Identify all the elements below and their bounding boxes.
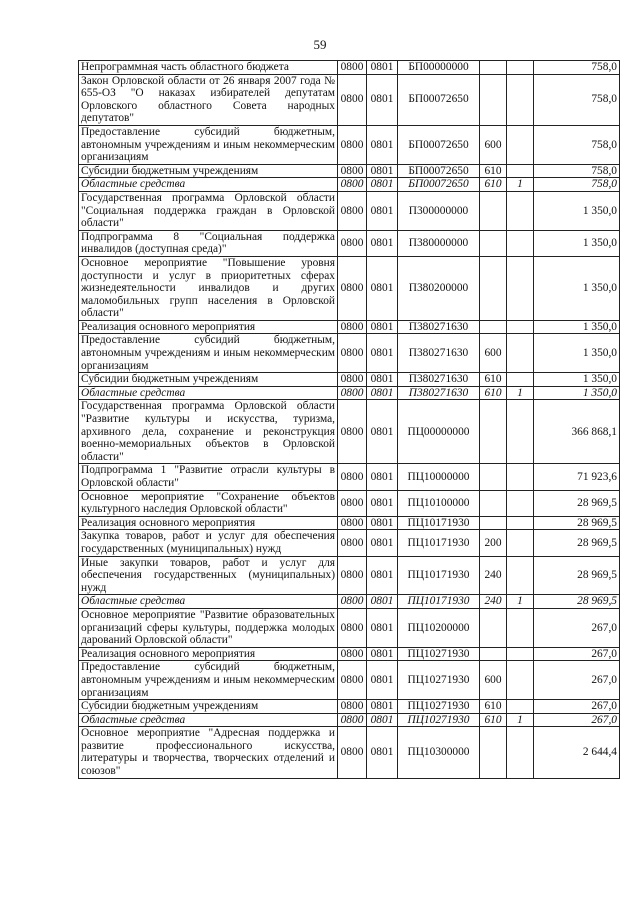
row-expense-type: [480, 256, 507, 320]
row-subsection: 0801: [367, 61, 398, 75]
row-subsection: 0801: [367, 727, 398, 778]
row-section: 0800: [338, 556, 367, 595]
row-target-article: П380271630: [398, 334, 480, 373]
row-target-article: БП00072650: [398, 164, 480, 178]
table-row: [79, 530, 620, 556]
row-funding-source: 1: [507, 595, 534, 609]
row-amount: 267,0: [534, 647, 620, 661]
row-section: 0800: [338, 464, 367, 490]
table-row: [79, 256, 620, 320]
row-name: Субсидии бюджетным учреждениям: [79, 164, 338, 178]
row-name: Государственная программа Орловской области "Развитие культуры и искусства, туризма, архивного дела, сохранение и реконструкция военно-мемориальных объектов в Орловской области": [79, 400, 338, 464]
row-subsection: 0801: [367, 320, 398, 334]
row-name: Областные средства: [79, 178, 338, 192]
row-amount: 267,0: [534, 661, 620, 700]
row-amount: 366 868,1: [534, 400, 620, 464]
row-section: 0800: [338, 490, 367, 516]
table-row: [79, 713, 620, 727]
row-section: 0800: [338, 74, 367, 125]
table-row: [79, 178, 620, 192]
row-target-article: БП00000000: [398, 61, 480, 75]
row-subsection: 0801: [367, 373, 398, 387]
row-name: Предоставление субсидий бюджетным, автономным учреждениям и иным некоммерческим организациям: [79, 334, 338, 373]
row-expense-type: 240: [480, 595, 507, 609]
table-row: [79, 490, 620, 516]
row-section: 0800: [338, 647, 367, 661]
row-amount: 71 923,6: [534, 464, 620, 490]
row-section: 0800: [338, 373, 367, 387]
row-funding-source: [507, 373, 534, 387]
row-subsection: 0801: [367, 530, 398, 556]
row-section: 0800: [338, 608, 367, 647]
row-section: 0800: [338, 400, 367, 464]
row-expense-type: [480, 191, 507, 230]
row-target-article: ПЦ10171930: [398, 530, 480, 556]
row-amount: 1 350,0: [534, 386, 620, 400]
row-name: Предоставление субсидий бюджетным, автономным учреждениям и иным некоммерческим организациям: [79, 125, 338, 164]
row-name: Государственная программа Орловской области "Социальная поддержка граждан в Орловской области": [79, 191, 338, 230]
row-target-article: П380000000: [398, 230, 480, 256]
row-subsection: 0801: [367, 556, 398, 595]
row-name: Субсидии бюджетным учреждениям: [79, 700, 338, 714]
table-row: [79, 334, 620, 373]
row-target-article: ПЦ10171930: [398, 556, 480, 595]
row-section: 0800: [338, 661, 367, 700]
row-target-article: ПЦ10271930: [398, 647, 480, 661]
row-expense-type: [480, 74, 507, 125]
row-name: Подпрограмма 1 "Развитие отрасли культуры в Орловской области": [79, 464, 338, 490]
row-subsection: 0801: [367, 608, 398, 647]
row-subsection: 0801: [367, 700, 398, 714]
row-funding-source: [507, 661, 534, 700]
row-funding-source: [507, 490, 534, 516]
row-name: Основное мероприятие "Сохранение объектов культурного наследия Орловской области": [79, 490, 338, 516]
table-row: [79, 647, 620, 661]
row-section: 0800: [338, 713, 367, 727]
row-expense-type: [480, 230, 507, 256]
row-subsection: 0801: [367, 713, 398, 727]
row-funding-source: [507, 125, 534, 164]
row-amount: 28 969,5: [534, 556, 620, 595]
row-subsection: 0801: [367, 647, 398, 661]
row-funding-source: [507, 727, 534, 778]
row-name: Основное мероприятие "Адресная поддержка и развитие профессионального искусства, литературы и творчества, творческих отделений и союзов": [79, 727, 338, 778]
row-section: 0800: [338, 125, 367, 164]
row-name: Субсидии бюджетным учреждениям: [79, 373, 338, 387]
row-expense-type: 610: [480, 178, 507, 192]
row-amount: 28 969,5: [534, 595, 620, 609]
row-subsection: 0801: [367, 74, 398, 125]
row-amount: 1 350,0: [534, 334, 620, 373]
row-subsection: 0801: [367, 595, 398, 609]
row-funding-source: [507, 191, 534, 230]
row-section: 0800: [338, 595, 367, 609]
table-row: [79, 230, 620, 256]
row-target-article: П380271630: [398, 320, 480, 334]
row-funding-source: [507, 530, 534, 556]
row-target-article: ПЦ10300000: [398, 727, 480, 778]
row-name: Основное мероприятие "Повышение уровня доступности и услуг в приоритетных сферах жизнедеятельности инвалидов и других маломобильных групп населения в Орловской области": [79, 256, 338, 320]
row-subsection: 0801: [367, 490, 398, 516]
table-row: [79, 556, 620, 595]
row-expense-type: [480, 608, 507, 647]
budget-table: [78, 60, 620, 779]
row-target-article: П300000000: [398, 191, 480, 230]
row-name: Иные закупки товаров, работ и услуг для обеспечения государственных (муниципальных) нужд: [79, 556, 338, 595]
row-expense-type: 610: [480, 164, 507, 178]
row-funding-source: 1: [507, 178, 534, 192]
row-subsection: 0801: [367, 191, 398, 230]
row-section: 0800: [338, 256, 367, 320]
table-row: [79, 320, 620, 334]
table-row: [79, 727, 620, 778]
row-name: Подпрограмма 8 "Социальная поддержка инвалидов (доступная среда)": [79, 230, 338, 256]
row-expense-type: [480, 320, 507, 334]
budget-table-body: [79, 61, 620, 779]
row-funding-source: [507, 320, 534, 334]
row-name: Реализация основного мероприятия: [79, 320, 338, 334]
row-amount: 1 350,0: [534, 256, 620, 320]
row-section: 0800: [338, 61, 367, 75]
row-funding-source: [507, 256, 534, 320]
row-amount: 758,0: [534, 125, 620, 164]
row-section: 0800: [338, 178, 367, 192]
row-subsection: 0801: [367, 178, 398, 192]
row-funding-source: [507, 700, 534, 714]
row-name: Реализация основного мероприятия: [79, 647, 338, 661]
table-row: [79, 516, 620, 530]
row-expense-type: 610: [480, 700, 507, 714]
row-subsection: 0801: [367, 464, 398, 490]
row-expense-type: 200: [480, 530, 507, 556]
row-expense-type: [480, 516, 507, 530]
row-amount: 267,0: [534, 713, 620, 727]
row-subsection: 0801: [367, 386, 398, 400]
row-target-article: ПЦ10271930: [398, 661, 480, 700]
row-target-article: ПЦ10100000: [398, 490, 480, 516]
row-section: 0800: [338, 516, 367, 530]
row-section: 0800: [338, 164, 367, 178]
row-target-article: ПЦ10000000: [398, 464, 480, 490]
row-expense-type: [480, 464, 507, 490]
table-row: [79, 464, 620, 490]
table-row: [79, 164, 620, 178]
row-subsection: 0801: [367, 661, 398, 700]
table-row: [79, 700, 620, 714]
row-section: 0800: [338, 230, 367, 256]
row-target-article: П380271630: [398, 373, 480, 387]
row-expense-type: 610: [480, 713, 507, 727]
table-row: [79, 61, 620, 75]
row-target-article: П380200000: [398, 256, 480, 320]
row-amount: 758,0: [534, 178, 620, 192]
row-expense-type: [480, 490, 507, 516]
row-funding-source: [507, 647, 534, 661]
row-section: 0800: [338, 386, 367, 400]
row-target-article: ПЦ10171930: [398, 595, 480, 609]
row-name: Областные средства: [79, 713, 338, 727]
row-subsection: 0801: [367, 230, 398, 256]
row-funding-source: [507, 464, 534, 490]
table-row: [79, 595, 620, 609]
row-target-article: ПЦ10271930: [398, 713, 480, 727]
row-amount: 267,0: [534, 608, 620, 647]
row-subsection: 0801: [367, 400, 398, 464]
row-funding-source: 1: [507, 713, 534, 727]
row-target-article: БП00072650: [398, 125, 480, 164]
row-expense-type: 600: [480, 661, 507, 700]
row-name: Закупка товаров, работ и услуг для обеспечения государственных (муниципальных) нужд: [79, 530, 338, 556]
row-funding-source: [507, 400, 534, 464]
table-row: [79, 191, 620, 230]
row-amount: 1 350,0: [534, 191, 620, 230]
table-row: [79, 74, 620, 125]
row-subsection: 0801: [367, 516, 398, 530]
row-target-article: ПЦ10271930: [398, 700, 480, 714]
row-expense-type: [480, 647, 507, 661]
row-subsection: 0801: [367, 256, 398, 320]
row-section: 0800: [338, 191, 367, 230]
row-name: Непрограммная часть областного бюджета: [79, 61, 338, 75]
row-funding-source: 1: [507, 386, 534, 400]
row-name: Областные средства: [79, 386, 338, 400]
row-expense-type: 240: [480, 556, 507, 595]
table-row: [79, 608, 620, 647]
row-expense-type: [480, 727, 507, 778]
table-row: [79, 373, 620, 387]
row-amount: 267,0: [534, 700, 620, 714]
row-amount: 758,0: [534, 61, 620, 75]
row-expense-type: [480, 61, 507, 75]
row-expense-type: 600: [480, 125, 507, 164]
row-name: Областные средства: [79, 595, 338, 609]
row-amount: 1 350,0: [534, 320, 620, 334]
row-funding-source: [507, 230, 534, 256]
row-target-article: ПЦ10171930: [398, 516, 480, 530]
table-row: [79, 125, 620, 164]
row-expense-type: 610: [480, 386, 507, 400]
row-target-article: ПЦ10200000: [398, 608, 480, 647]
row-subsection: 0801: [367, 164, 398, 178]
row-amount: 1 350,0: [534, 230, 620, 256]
row-amount: 28 969,5: [534, 516, 620, 530]
row-name: Предоставление субсидий бюджетным, автономным учреждениям и иным некоммерческим организациям: [79, 661, 338, 700]
page-number: 59: [313, 37, 327, 52]
row-section: 0800: [338, 530, 367, 556]
row-subsection: 0801: [367, 125, 398, 164]
row-target-article: БП00072650: [398, 74, 480, 125]
table-row: [79, 386, 620, 400]
row-name: Основное мероприятие "Развитие образовательных организаций сферы культуры, поддержка молодых дарований Орловской области": [79, 608, 338, 647]
row-funding-source: [507, 516, 534, 530]
row-expense-type: 600: [480, 334, 507, 373]
row-section: 0800: [338, 320, 367, 334]
row-section: 0800: [338, 334, 367, 373]
row-funding-source: [507, 556, 534, 595]
row-amount: 28 969,5: [534, 530, 620, 556]
row-target-article: П380271630: [398, 386, 480, 400]
row-expense-type: [480, 400, 507, 464]
table-row: [79, 400, 620, 464]
row-amount: 1 350,0: [534, 373, 620, 387]
row-name: Реализация основного мероприятия: [79, 516, 338, 530]
row-amount: 2 644,4: [534, 727, 620, 778]
row-subsection: 0801: [367, 334, 398, 373]
row-funding-source: [507, 61, 534, 75]
row-expense-type: 610: [480, 373, 507, 387]
row-funding-source: [507, 164, 534, 178]
row-target-article: ПЦ00000000: [398, 400, 480, 464]
row-funding-source: [507, 74, 534, 125]
row-amount: 758,0: [534, 164, 620, 178]
row-funding-source: [507, 334, 534, 373]
row-amount: 758,0: [534, 74, 620, 125]
row-target-article: БП00072650: [398, 178, 480, 192]
row-funding-source: [507, 608, 534, 647]
row-section: 0800: [338, 700, 367, 714]
row-section: 0800: [338, 727, 367, 778]
row-amount: 28 969,5: [534, 490, 620, 516]
table-row: [79, 661, 620, 700]
row-name: Закон Орловской области от 26 января 2007 года № 655-ОЗ "О наказах избирателей депутатам Орловского областного Совета народных депутатов": [79, 74, 338, 125]
